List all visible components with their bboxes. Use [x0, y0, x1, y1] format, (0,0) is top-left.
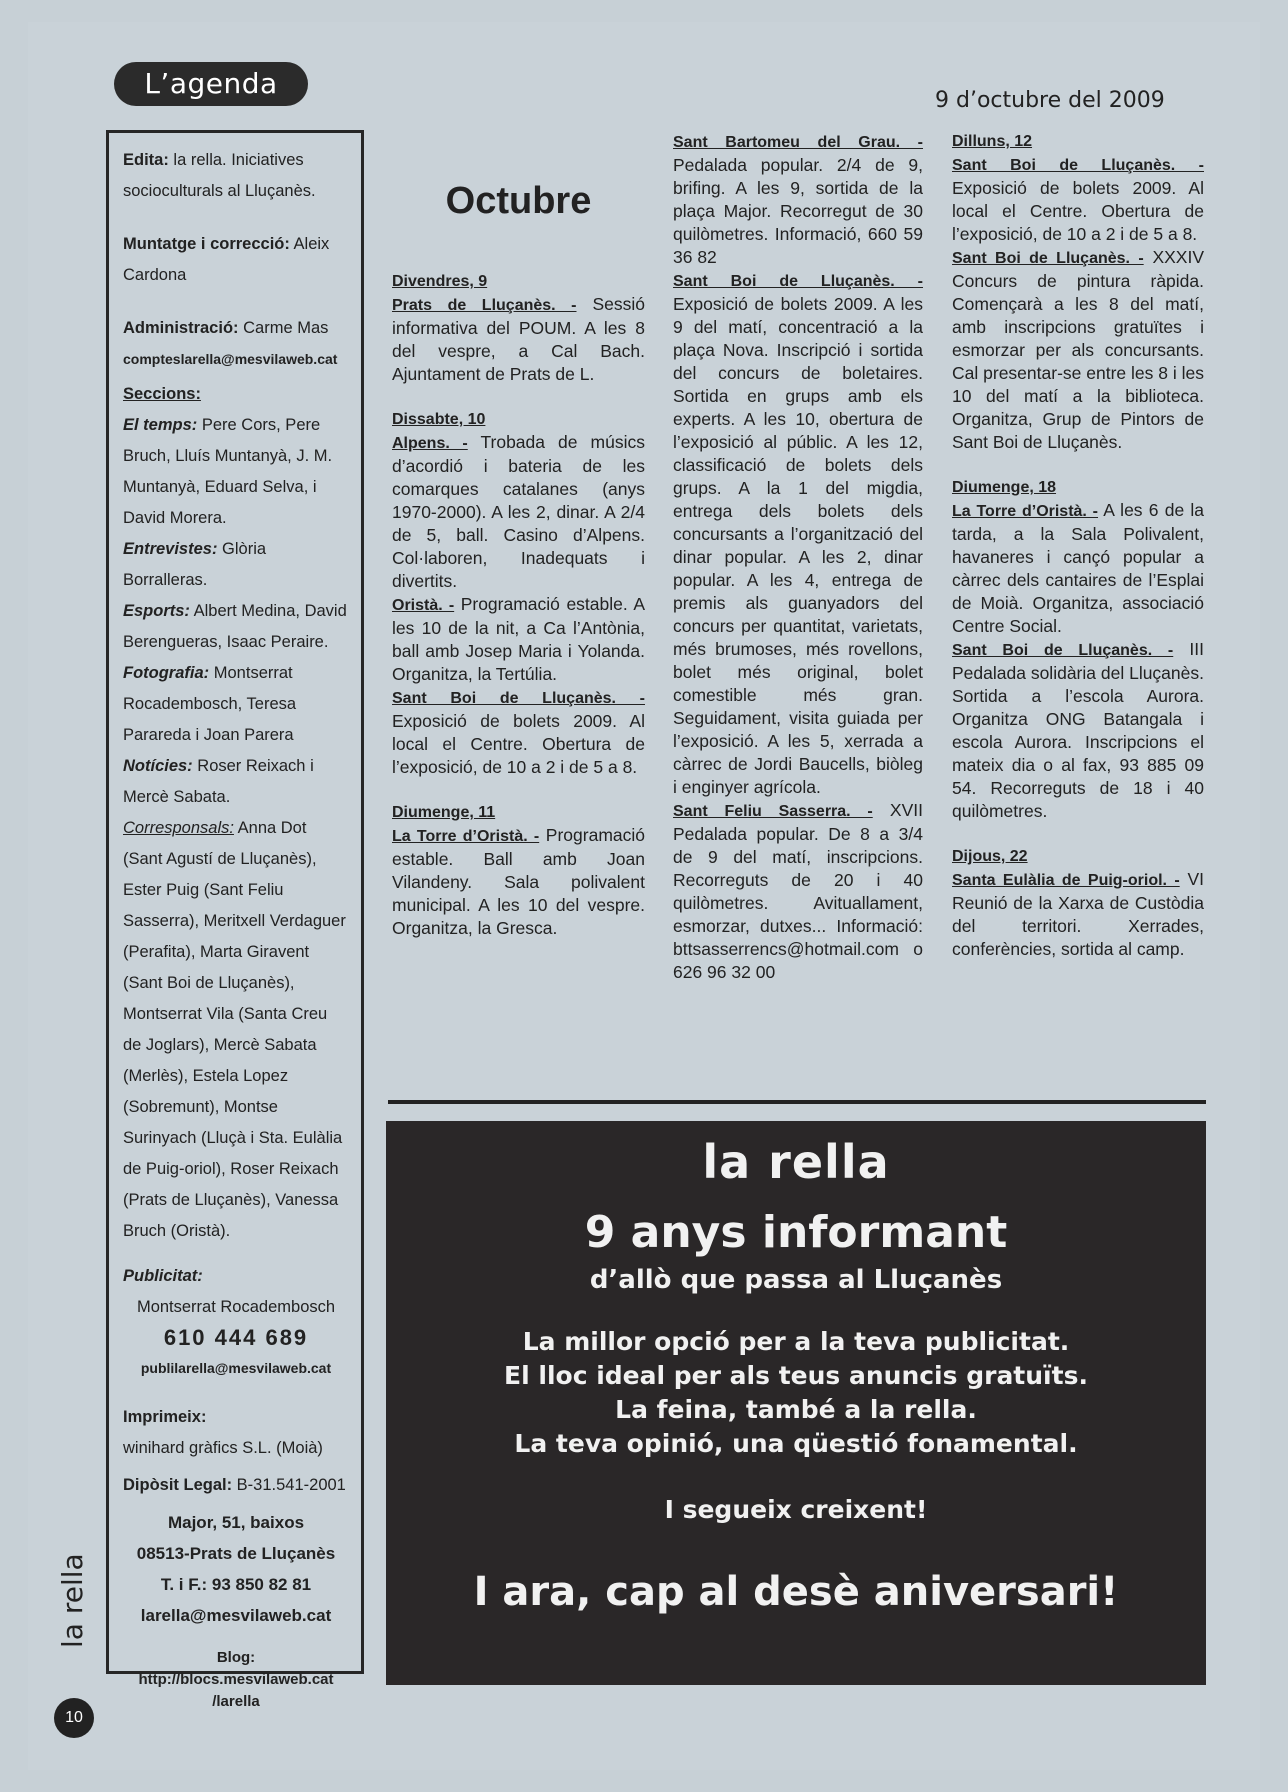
credit-text: Glòria Borralleras. [123, 540, 267, 589]
blog-label: Blog: [216, 1649, 256, 1666]
agenda-entry [392, 593, 645, 686]
ad-body [386, 1325, 1206, 1461]
credit-label: Esports: [123, 602, 190, 620]
entry-place: La Torre d’Oristà. - [952, 503, 1099, 520]
credit-text: Carme Mas [238, 319, 329, 337]
credit-text: Pere Cors, Pere Bruch, Lluís Muntanyà, J. M. Muntanyà, Eduard Selva, i David Morera. [123, 416, 333, 527]
credit-label: Entrevistes: [123, 540, 218, 558]
day-heading: Divendres, 9 [392, 273, 488, 290]
day-heading: Diumenge, 11 [392, 804, 496, 821]
ad-follow-line: I segueix creixent! [664, 1495, 928, 1524]
entry-place: Sant Boi de Lluçanès. - [673, 273, 923, 290]
seccions-heading: Seccions: [123, 385, 201, 403]
agenda-entry [673, 799, 923, 984]
entry-text: Programació estable. A les 10 de la nit, a Ca l’Antònia, ball amb Josep Maria i Yolanda. Organitza, la Tertúlia. [392, 594, 645, 684]
entry-text: Exposició de bolets 2009. A les 9 del matí, concentració a la plaça Nova. Inscripció i sortida del concurs de boletaires. Sortida en grups amb els experts. A les 10, obertura de l’exposició al públic. A les 12, classificació de bolets dels grups. A la 1 del migdia, entrega dels bolets dels concursants a l’organització del dinar popular. A les 2, dinar popular. A les 4, entrega de premis als guanyadors del concurs per quantitat, varietats, més brumoses, més rovellons, bolet més original, bolet comestible més gran. Seguidament, visita guiada per l’exposició. A les 5, xerrada a càrrec de Jordi Baucells, biòleg i enginyer agrícola. [673, 294, 923, 797]
promo-advertisement [386, 1121, 1206, 1685]
entry-place: Oristà. - [392, 597, 455, 614]
contact-address [123, 1507, 349, 1631]
entry-text: Sessió informativa del POUM. A les 8 del vespre, a Cal Bach. Ajuntament de Prats de L. [392, 294, 645, 384]
credit-label: Dipòsit Legal: [123, 1476, 233, 1494]
credit-label: Fotografia: [123, 664, 210, 682]
entry-place: Sant Boi de Lluçanès. - [952, 642, 1174, 659]
ad-line: La teva opinió, una qüestió fonamental. [514, 1429, 1078, 1458]
credit-text: Anna Dot (Sant Agustí de Lluçanès), Ester Puig (Sant Feliu Sasserra), Meritxell Verdaguer (Perafita), Marta Giravent (Sant Boi de Lluçanès), Montserrat Vila (Santa Creu de Joglars), Mercè Sabata (Merlès), Estela Lopez (Sobremunt), Montse Surinyach (Lluçà i Sta. Eulàlia de Puig-oriol), Roser Reixach (Prats de Lluçanès), Vanessa Bruch (Oristà). [123, 819, 346, 1240]
entry-place: La Torre d’Oristà. - [392, 828, 540, 845]
credit-text: Montserrat Rocadembosch, Teresa Parareda i Joan Parera [123, 664, 297, 744]
credit-publicitat [123, 1261, 349, 1384]
entry-text: VI Reunió de la Xarxa de Custòdia del territori. Xerrades, conferències, sortida al camp. [952, 869, 1204, 959]
entry-place: Sant Boi de Lluçanès. - [392, 690, 645, 707]
entry-place: Sant Boi de Lluçanès. - [952, 157, 1204, 174]
blog-url[interactable]: http://blocs.mesvilaweb.cat [138, 1671, 334, 1688]
ad-brand: la rella [702, 1135, 890, 1189]
credit-text: B-31.541-2001 [232, 1476, 346, 1494]
day-heading: Dijous, 22 [952, 848, 1028, 865]
address-email: larella@mesvilaweb.cat [140, 1606, 332, 1625]
credit-administracio [123, 313, 349, 375]
credit-seccions [123, 379, 349, 1247]
credit-label: Corresponsals: [123, 819, 234, 837]
agenda-column-1 [392, 270, 645, 940]
ad-line: La feina, també a la rella. [615, 1395, 977, 1424]
ad-tagline: d’allò que passa al Lluçanès [589, 1265, 1003, 1295]
address-line: Major, 51, baixos [167, 1513, 305, 1532]
credit-text: la rella. Iniciatives socioculturals al Lluçanès. [123, 151, 316, 200]
agenda-entry [392, 431, 645, 593]
blog-url[interactable]: /larella [212, 1693, 260, 1710]
entry-text: Exposició de bolets 2009. Al local el Centre. Obertura de l’exposició, de 10 a 2 i de 5 a 8. [392, 711, 645, 777]
day-heading: Dilluns, 12 [952, 133, 1033, 150]
entry-place: Sant Bartomeu del Grau. - [673, 134, 923, 151]
credit-edita [123, 145, 349, 207]
entry-text: A les 6 de la tarda, a la Sala Polivalent, havaneres i cançó popular a càrrec dels cantaires de l’Esplai de Moià. Organitza, associació Centre Social. [952, 500, 1205, 636]
credit-label: Muntatge i correcció: [123, 235, 290, 253]
credit-text: Albert Medina, David Berengueras, Isaac Peraire. [123, 602, 347, 651]
month-title: Octubre [445, 180, 592, 222]
entry-text: XXXIV Concurs de pintura ràpida. Començarà a les 8 del matí, amb inscripcions gratuïtes i esmorzar per als concursants. Cal presentar-se entre les 8 i les 10 del matí a la biblioteca. Organitza, Grup de Pintors de Sant Boi de Lluçanès. [952, 247, 1204, 452]
credit-text: Roser Reixach i Mercè Sabata. [123, 757, 314, 806]
agenda-entry [952, 638, 1204, 823]
credit-muntatge [123, 229, 349, 291]
credit-label: Notícies: [123, 757, 193, 775]
ad-line: El lloc ideal per als teus anuncis gratuïts. [504, 1361, 1088, 1390]
entry-place: Santa Eulàlia de Puig-oriol. - [952, 872, 1180, 889]
publicitat-email: publilarella@mesvilaweb.cat [140, 1360, 332, 1376]
vertical-brand-label: la rella [56, 1553, 89, 1648]
credit-label: Imprimeix: [123, 1408, 207, 1426]
admin-email: compteslarella@mesvilaweb.cat [123, 351, 338, 367]
ad-anniversary-line: I ara, cap al desè aniversari! [473, 1569, 1119, 1615]
contact-blog [123, 1647, 349, 1713]
agenda-entry [952, 868, 1204, 961]
credit-label: Administració: [123, 319, 239, 337]
day-heading: Dissabte, 10 [392, 411, 486, 428]
credit-label: Edita: [123, 151, 169, 169]
agenda-entry [392, 824, 645, 940]
entry-place: Prats de Lluçanès. - [392, 297, 577, 314]
entry-text: Trobada de músics d’acordió i bateria de les comarques catalanes (anys 1970-2000). A les 2, dinar. A 2/4 de 5, ball. Casino d’Alpens. Col·laboren, Inadequats i divertits. [392, 432, 646, 591]
credit-label: El temps: [123, 416, 198, 434]
credit-text: winihard gràfics S.L. (Moià) [123, 1439, 323, 1457]
entry-place: Sant Boi de Lluçanès. - [952, 250, 1144, 267]
entry-text: XVII Pedalada popular. De 8 a 3/4 de 9 del matí, inscripcions. Recorreguts de 20 i 40 quilòmetres. Avituallament, esmorzar, dutxes... Informació: bttsasserrencs@hotmail.com o 626 96 32 00 [673, 800, 923, 982]
agenda-column-2 [673, 130, 923, 984]
credit-label: Publicitat: [123, 1267, 203, 1285]
agenda-column-3 [952, 130, 1204, 961]
agenda-entry [952, 153, 1204, 246]
entry-text: III Pedalada solidària del Lluçanès. Sortida a l’escola Aurora. Organitza ONG Batangala i escola Aurora. Inscripcions el mateix dia o al fax, 93 885 09 54. Recorreguts de 18 i 40 quilòmetres. [952, 639, 1205, 821]
entry-text: Exposició de bolets 2009. Al local el Centre. Obertura de l’exposició, de 10 a 2 i de 5 a 8. [952, 178, 1204, 244]
entry-place: Alpens. - [392, 435, 468, 452]
entry-place: Sant Feliu Sasserra. - [673, 803, 873, 820]
credit-imprimeix [123, 1402, 349, 1464]
credits-box [106, 130, 364, 1710]
publicitat-phone: 610 444 689 [163, 1325, 309, 1350]
entry-text: Programació estable. Ball amb Joan Vilandeny. Sala polivalent municipal. A les 10 del vespre. Organitza, la Gresca. [392, 825, 645, 938]
publicitat-name: Montserrat Rocadembosch [136, 1298, 336, 1316]
page-number: 10 [54, 1698, 94, 1738]
agenda-entry [673, 130, 923, 269]
entry-text: Pedalada popular. 2/4 de 9, brifing. A les 9, sortida de la plaça Major. Recorregut de 30 quilòmetres. Informació, 660 59 36 82 [673, 155, 923, 267]
agenda-entry [392, 293, 645, 386]
agenda-entry [952, 246, 1204, 454]
ad-headline: 9 anys informant [584, 1207, 1008, 1258]
agenda-entry [392, 686, 645, 779]
ad-line: La millor opció per a la teva publicitat. [522, 1327, 1070, 1356]
agenda-entry [952, 499, 1204, 638]
section-divider [388, 1100, 1206, 1104]
issue-date: 9 d’octubre del 2009 [935, 88, 1165, 113]
credit-text: Aleix Cardona [123, 235, 330, 284]
agenda-entry [673, 269, 923, 799]
address-line: 08513-Prats de Lluçanès [136, 1544, 336, 1563]
day-heading: Diumenge, 18 [952, 479, 1057, 496]
credit-diposit [123, 1470, 349, 1501]
section-title-badge: L’agenda [114, 62, 308, 106]
address-phone: T. i F.: 93 850 82 81 [160, 1575, 312, 1594]
